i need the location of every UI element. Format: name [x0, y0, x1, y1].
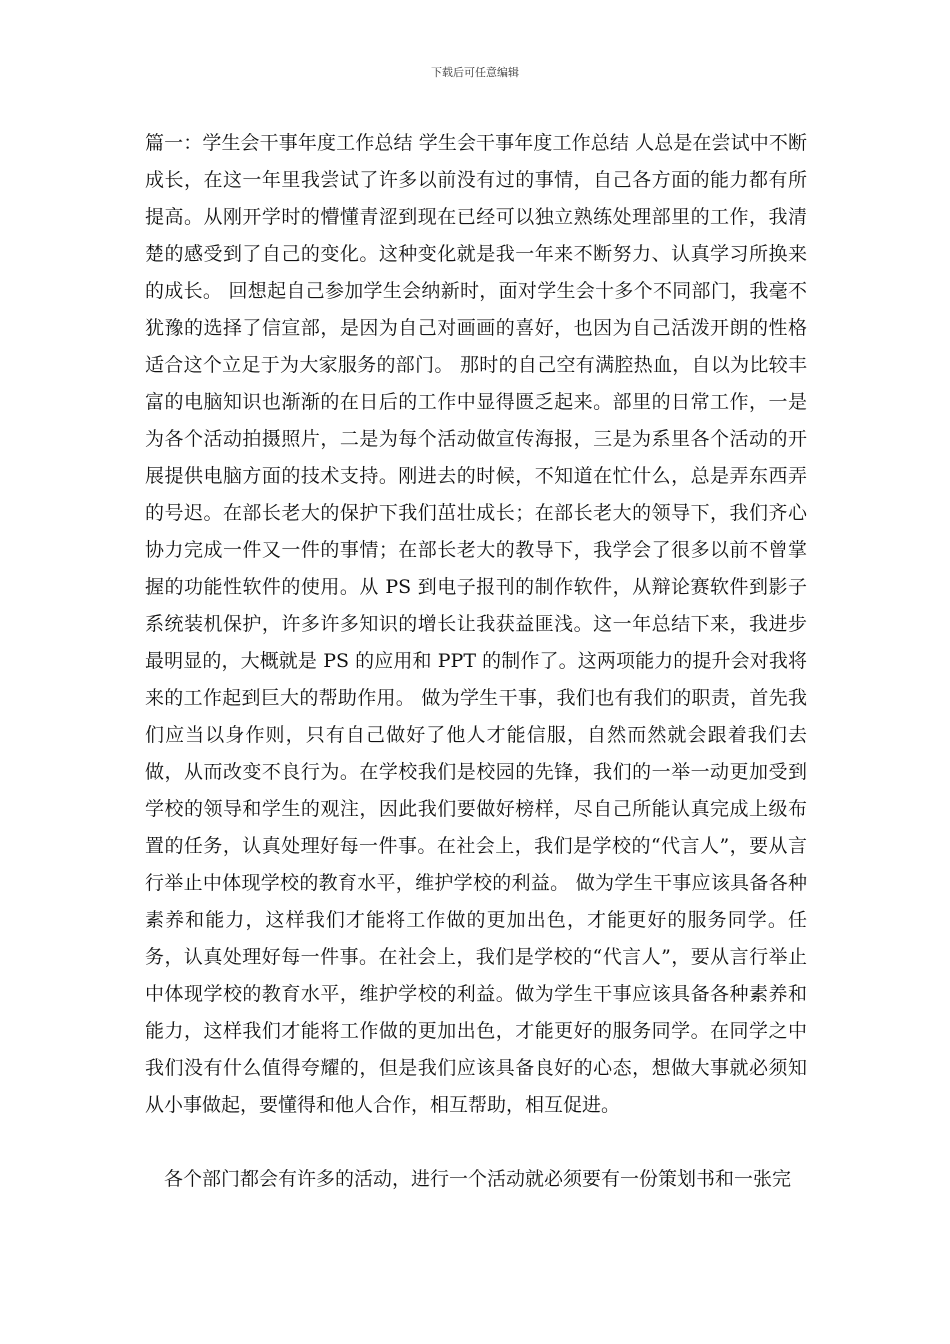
paragraph-2: 各个部门都会有许多的活动，进行一个活动就必须要有一份策划书和一张完: [164, 1168, 792, 1190]
page-header: 下载后可任意编辑: [431, 66, 519, 79]
document-body: [145, 125, 807, 1198]
paragraph-1: 篇一：学生会干事年度工作总结 学生会干事年度工作总结 人总是在尝试中不断成长，在这一年里我尝试了许多以前没有过的事情，自己各方面的能力都有所提高。从刚开学时的懵懂青涩到现在已经可以独立熟练处理部里的工作，我清楚的感受到了自己的变化。这种变化就是我一年来不断努力、认真学习所换来的成长。 回想起自己参加学生会纳新时，面对学生会十多个不同部门，我毫不犹豫的选择了信宣部，是因为自己对画画的喜好，也因为自己活泼开朗的性格适合这个立足于为大家服务的部门。 那时的自己空有满腔热血，自以为比较丰富的电脑知识也渐渐的在日后的工作中显得匮乏起来。部里的日常工作，一是为各个活动拍摄照片，二是为每个活动做宣传海报，三是为系里各个活动的开展提供电脑方面的技术支持。刚进去的时候，不知道在忙什么，总是弄东西弄的号迟。在部长老大的保护下我们茁壮成长；在部长老大的领导下，我们齐心协力完成一件又一件的事情；在部长老大的教导下，我学会了很多以前不曾掌握的功能性软件的使用。从 PS 到电子报刊的制作软件，从辩论赛软件到影子系统装机保护，许多许多知识的增长让我获益匪浅。这一年总结下来，我进步最明显的，大概就是 PS 的应用和 PPT 的制作了。这两项能力的提升会对我将来的工作起到巨大的帮助作用。 做为学生干事，我们也有我们的职责，首先我们应当以身作则，只有自己做好了他人才能信服，自然而然就会跟着我们去做，从而改变不良行为。在学校我们是校园的先锋，我们的一举一动更加受到学校的领导和学生的观注，因此我们要做好榜样，尽自己所能认真完成上级布置的任务，认真处理好每一件事。在社会上，我们是学校的“代言人”，要从言行举止中体现学校的教育水平，维护学校的利益。 做为学生干事应该具备各种素养和能力，这样我们才能将工作做的更加出色，才能更好的服务同学。任务，认真处理好每一件事。在社会上，我们是学校的“代言人”，要从言行举止中体现学校的教育水平，维护学校的利益。做为学生干事应该具备各种素养和能力，这样我们才能将工作做的更加出色，才能更好的服务同学。在同学之中我们没有什么值得夸耀的，但是我们应该具备良好的心态，想做大事就必须知从小事做起，要懂得和他人合作，相互帮助，相互促进。: [145, 132, 807, 1116]
